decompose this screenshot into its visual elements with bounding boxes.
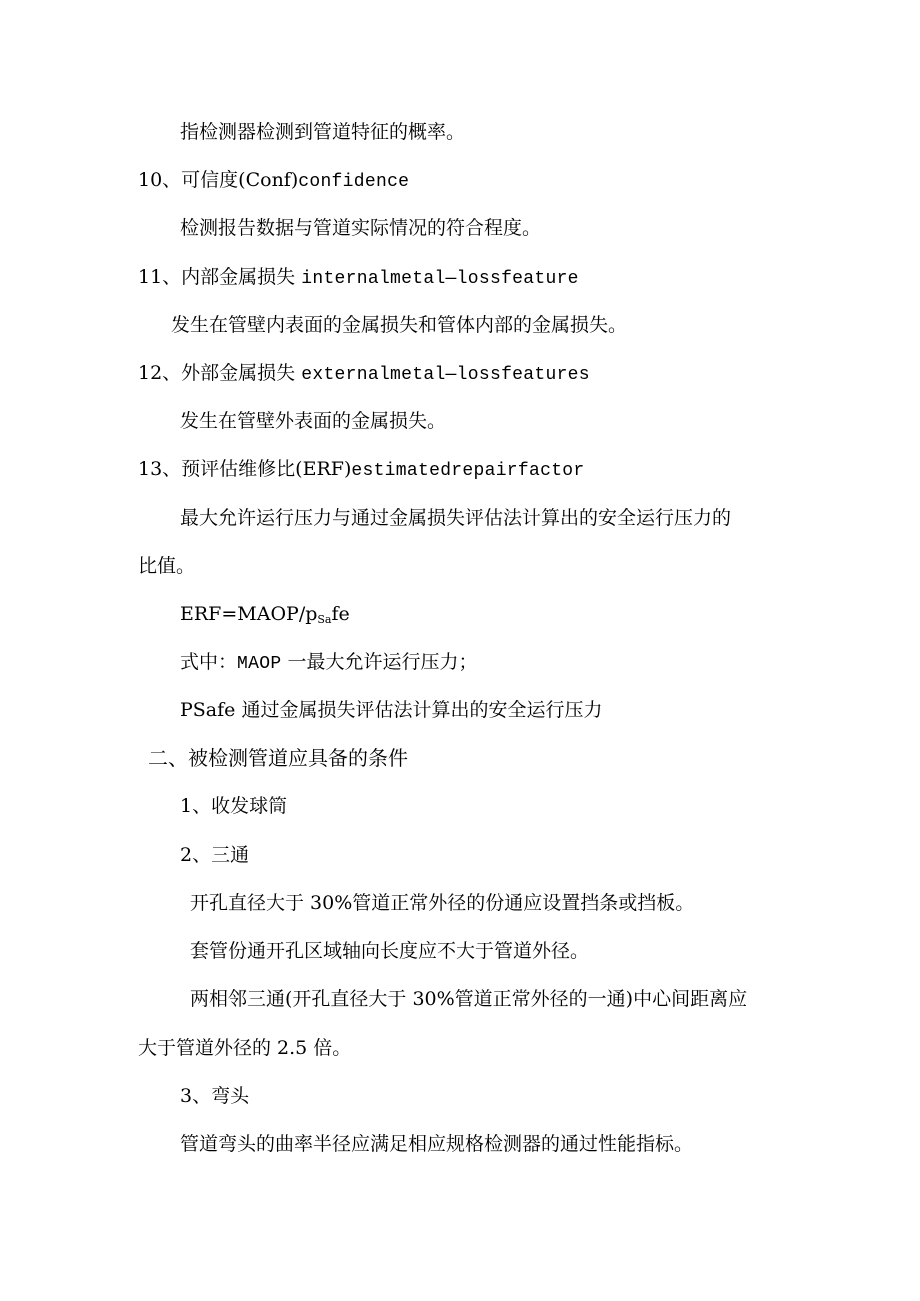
- condition-item-tee: 2、三通: [180, 844, 250, 866]
- formula-legend-maop: [180, 653, 478, 673]
- definition-text-internal-loss: 发生在管壁内表面的金属损失和管体内部的金属损失。: [171, 314, 628, 336]
- term-english-label: estimatedrepairfactor: [351, 461, 585, 481]
- term-number-label: 10、可信度(Conf): [138, 169, 299, 191]
- tee-requirement-spacing: 两相邻三通(开孔直径大于 30%管道正常外径的一通)中心间距离应: [190, 988, 748, 1010]
- term-heading-external-loss: [138, 364, 590, 384]
- erf-formula: [180, 605, 350, 624]
- legend-symbol: MAOP: [237, 654, 282, 674]
- term-number-label: 11、内部金属损失: [138, 266, 296, 288]
- tee-requirement-barred: 开孔直径大于 30%管道正常外径的份通应设置挡条或挡板。: [190, 892, 695, 914]
- term-english-label: internalmetal—lossfeature: [301, 269, 579, 289]
- definition-text-external-loss: 发生在管壁外表面的金属损失。: [180, 410, 447, 432]
- term-number-label: 13、预评估维修比(ERF): [138, 458, 352, 480]
- formula-legend-psafe: PSafe 通过金属损失评估法计算出的安全运行压力: [180, 699, 603, 721]
- formula-main: ERF=MAOP/p: [180, 603, 318, 625]
- section-heading-pipeline-conditions: 二、被检测管道应具备的条件: [148, 746, 408, 770]
- term-english-label: confidence: [298, 172, 410, 192]
- term-number-label: 12、外部金属损失: [138, 362, 296, 384]
- definition-text-erf: 最大允许运行压力与通过金属损失评估法计算出的安全运行压力的: [180, 507, 732, 529]
- condition-item-launcher-receiver: 1、收发球筒: [180, 795, 288, 817]
- legend-description: 一最大允许运行压力；: [287, 651, 478, 673]
- bend-requirement: 管道弯头的曲率半径应满足相应规格检测器的通过性能指标。: [180, 1133, 694, 1155]
- term-heading-confidence: [138, 171, 409, 191]
- formula-subscript: Sa: [317, 613, 332, 626]
- definition-text-erf-cont: 比值。: [138, 555, 196, 577]
- condition-item-bend: 3、弯头: [180, 1085, 250, 1107]
- term-english-label: externalmetal—lossfeatures: [301, 365, 590, 385]
- formula-suffix: fe: [331, 603, 350, 625]
- definition-text-confidence: 检测报告数据与管道实际情况的符合程度。: [180, 217, 542, 239]
- term-heading-erf: [138, 460, 585, 480]
- tee-requirement-sleeve: 套管份通开孔区域轴向长度应不大于管道外径。: [190, 940, 590, 962]
- tee-requirement-spacing-cont: 大于管道外径的 2.5 倍。: [138, 1037, 352, 1059]
- term-heading-internal-loss: [138, 268, 579, 288]
- legend-prefix: 式中：: [180, 651, 238, 673]
- definition-text-detection-probability: 指检测器检测到管道特征的概率。: [180, 121, 466, 143]
